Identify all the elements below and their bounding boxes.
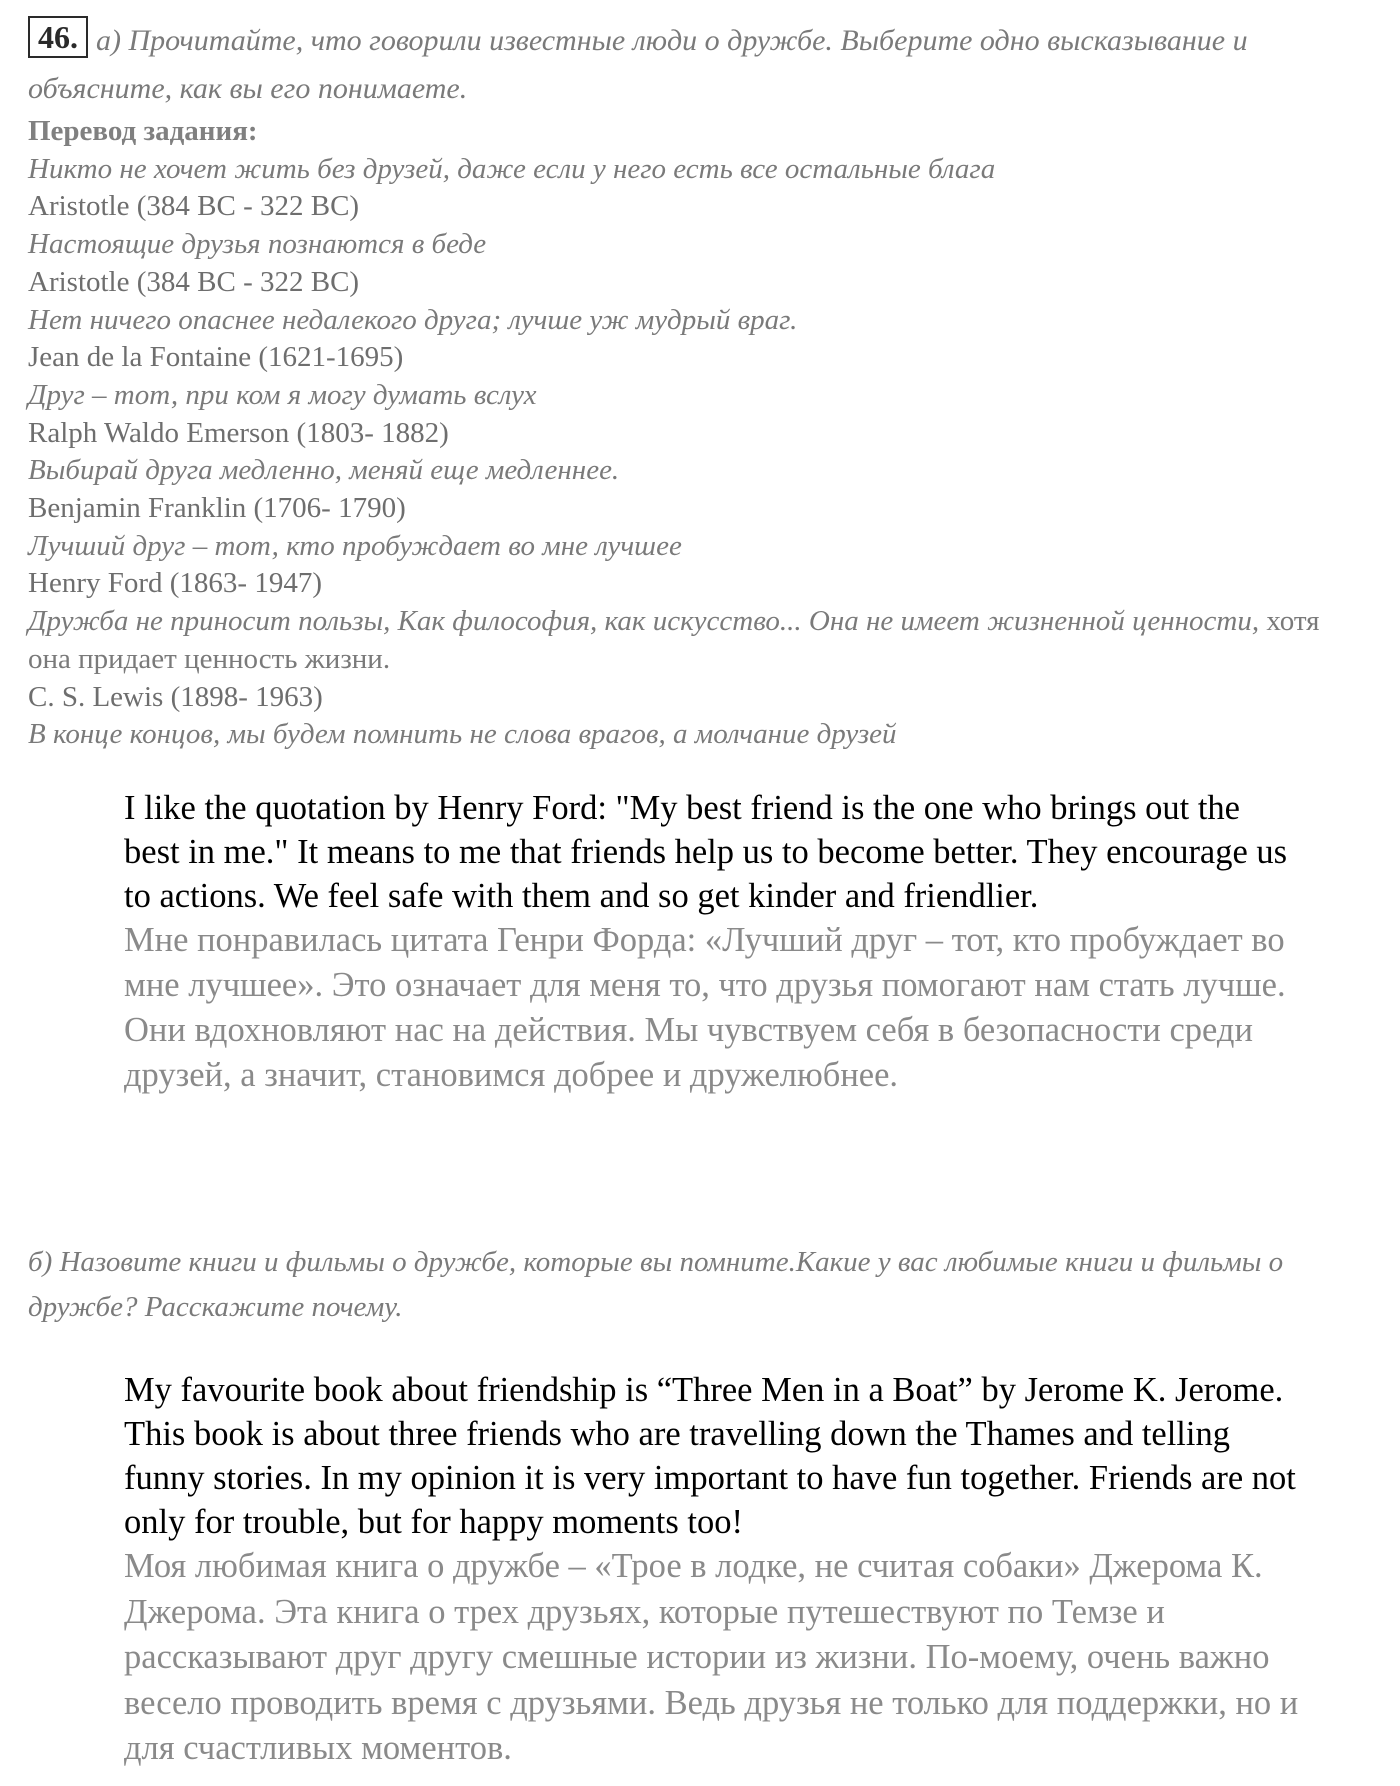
quote-text: Выбирай друга медленно, меняй еще медленнее.	[28, 454, 620, 487]
task-number: 46.	[28, 16, 88, 58]
quotes-list	[28, 113, 1368, 754]
quote-author: Ralph Waldo Emerson (1803- 1882)	[28, 416, 449, 449]
quote-text: Нет ничего опаснее недалекого друга; лучше уж мудрый враг.	[28, 303, 798, 336]
answer-a-english: I like the quotation by Henry Ford: "My best friend is the one who brings out the best in me." It means to me that friends help us to become better. They encourage us to actions. We feel safe with them and so get kinder and friendlier.	[124, 789, 1288, 915]
answer-b-english: My favourite book about friendship is “Three Men in a Boat” by Jerome K. Jerome. This book is about three friends who are travelling down the Thames and telling funny stories. In my opinion it is very important to have fun together. Friends are not only for trouble, but for happy moments too!	[124, 1371, 1296, 1541]
quote-author: Jean de la Fontaine (1621-1695)	[28, 341, 404, 374]
answer-b	[124, 1368, 1304, 1772]
answer-a	[124, 786, 1304, 1098]
quote-author: Benjamin Franklin (1706- 1790)	[28, 492, 406, 525]
quote-text-multiline	[28, 603, 1368, 678]
answer-b-russian: Моя любимая книга о дружбе – «Трое в лодке, не считая собаки» Джерома К. Джерома. Эта книга о трех друзьях, которые путешествуют по Темзе и рассказывают друг другу смешные истории из жизни. По-моему, очень важно весело проводить время с друзьями. Ведь друзья не только для поддержки, но и для счастливых моментов.	[124, 1547, 1299, 1767]
quote-text: В конце концов, мы будем помнить не слова врагов, а молчание друзей	[28, 718, 897, 751]
quote-author: Aristotle (384 BC - 322 BC)	[28, 190, 360, 223]
instruction-a-text: а) Прочитайте, что говорили известные люди о дружбе. Выберите одно высказывание и объясните, как вы его понимаете.	[28, 24, 1248, 105]
quote-text: Никто не хочет жить без друзей, даже если у него есть все остальные блага	[28, 152, 996, 185]
answer-a-russian: Мне понравилась цитата Генри Форда: «Лучший друг – тот, кто пробуждает во мне лучшее». Это означает для меня то, что друзья помогают нам стать лучше. Они вдохновляют нас на действия. Мы чувствуем себя в безопасности среди друзей, а значит, становимся добрее и дружелюбнее.	[124, 921, 1286, 1094]
task-b-instruction: б) Назовите книги и фильмы о дружбе, которые вы помните.Какие у вас любимые книги и фильмы о дружбе? Расскажите почему.	[28, 1246, 1284, 1323]
quote-author: C. S. Lewis (1898- 1963)	[28, 680, 323, 713]
quote-text: Настоящие друзья познаются в беде	[28, 228, 487, 261]
quote-author: Aristotle (384 BC - 322 BC)	[28, 265, 360, 298]
quote-author: Henry Ford (1863- 1947)	[28, 567, 322, 600]
quote-text: Лучший друг – тот, кто пробуждает во мне лучшее	[28, 529, 682, 562]
quote-text: Дружба не приносит пользы, Как философия, как искусство... Она не имеет жизненной ценности,	[28, 605, 1260, 638]
quote-text: Друг – тот, при ком я могу думать вслух	[28, 378, 537, 411]
task-a-instruction	[28, 16, 1368, 113]
translation-label: Перевод задания:	[28, 115, 258, 147]
quote-text-upright: хотя она придает ценность жизни.	[28, 605, 1320, 675]
